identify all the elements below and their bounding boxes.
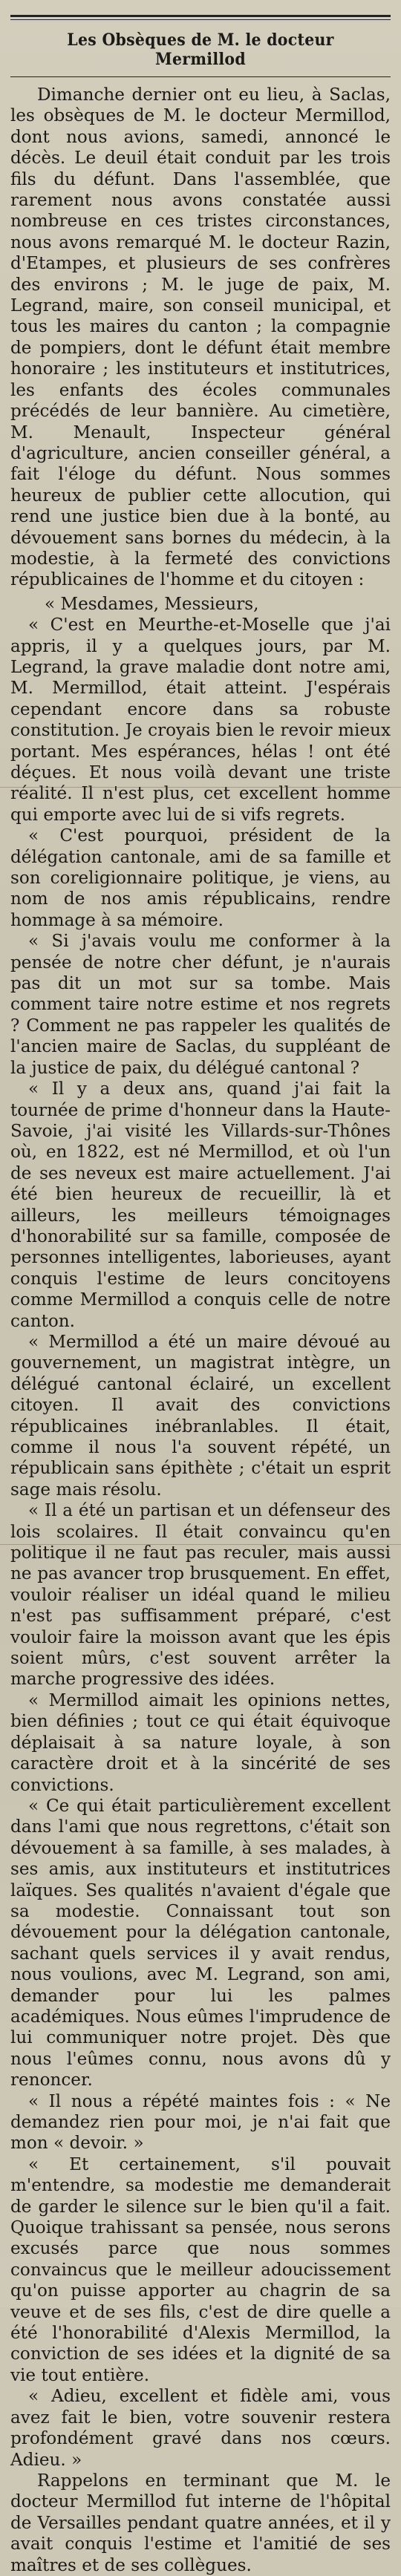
- top-rule: [10, 15, 391, 17]
- paragraph: « Et certainement, s'il pouvait m'entendre, sa modestie me demanderait de garder le silence sur le bien qu'il a fait. Quoique trahissant sa pensée, nous serons excusés parce que nous sommes convaincus que le meilleur adoucissement qu'on puisse apporter au chagrin de sa veuve et de ses fils, c'est de dire quelle a été l'honorabilité d'Alexis Mermillod, la conviction de ses idées et la dignité de sa vie tout entière.: [10, 2154, 391, 2385]
- article-body: [10, 85, 391, 2576]
- paragraph: « Il a été un partisan et un défenseur des lois scolaires. Il était convaincu qu'en politique il ne faut pas reculer, mais aussi ne pas avancer trop brusquement. En effet, vouloir réaliser un idéal quand le milieu n'est pas suffisamment préparé, c'est vouloir faire la moisson avant que les épis soient mûrs, c'est souvent arrêter la marche progressive des idées.: [10, 1501, 391, 1690]
- paragraph-salutation: « Mesdames, Messieurs,: [45, 594, 259, 614]
- paragraph: « Il y a deux ans, quand j'ai fait la tournée de prime d'honneur dans la Haute-Savoie, j'ai visité les Villards-sur-Thônes où, en 1822, est né Mermillod, et où l'un de ses neveux est maire actuellement. J'ai été bien heureux de recueillir, là et ailleurs, les meilleurs témoignages d'honorabilité sur sa famille, composée de personnes intelligentes, laborieuses, ayant conquis l'estime de leurs concitoyens comme Mermillod a conquis celle de notre canton.: [10, 1079, 391, 1331]
- paragraph-closing: Rappelons en terminant que M. le docteur Mermillod fut interne de l'hôpital de Versailles pendant quatre années, et il y avait conquis l'estime et l'amitié de ses maîtres et de ses collègues.: [10, 2471, 391, 2575]
- paragraph: « Mermillod aimait les opinions nettes, bien définies ; tout ce qui était équivoque déplaisait à sa nature loyale, à son caractère droit et à la sincérité de ses convictions.: [10, 1690, 391, 1795]
- paragraph: « Ce qui était particulièrement excellent dans l'ami que nous regrettons, c'était son dévouement à sa famille, à ses malades, à ses amis, aux instituteurs et institutrices laïques. Ses qualités n'avaient d'égale que sa modestie. Connaissant tout son dévouement pour la délégation cantonale, sachant quels services il y avait rendus, nous voulions, avec M. Legrand, son ami, demander pour lui les palmes académiques. Nous eûmes l'imprudence de lui communiquer notre projet. Dès que nous l'eûmes connu, nous avons dû y renoncer.: [10, 1796, 391, 2090]
- title-underline: [10, 76, 391, 77]
- paper-fold-line: [0, 1544, 401, 1545]
- paragraph: « Il nous a répété maintes fois : « Ne demandez rien pour moi, je n'ai fait que mon « devoir. »: [10, 2091, 391, 2154]
- paragraph: « C'est en Meurthe-et-Moselle que j'ai appris, il y a quelques jours, par M. Legrand, la grave maladie dont notre ami, M. Mermillod, était atteint. J'espérais cependant encore dans sa robuste constitution. Je croyais bien le revoir mieux portant. Mes espérances, hélas ! ont été déçues. Et nous voilà devant une triste réalité. Il n'est plus, cet excellent homme qui emporte avec lui de si vifs regrets.: [10, 615, 391, 825]
- paragraph: « Si j'avais voulu me conformer à la pensée de notre cher défunt, je n'aurais pas dit un mot sur sa tombe. Mais comment taire notre estime et nos regrets ? Comment ne pas rappeler les qualités de l'ancien maire de Saclas, du suppléant de la justice de paix, du délégué cantonal ?: [10, 932, 391, 1078]
- paragraph: « C'est pourquoi, président de la délégation cantonale, ami de sa famille et son coreligionnaire politique, je viens, au nom de nos amis républicains, rendre hommage à sa mémoire.: [10, 826, 391, 930]
- paragraph-farewell: « Adieu, excellent et fidèle ami, vous avez fait le bien, votre souvenir restera profondément gravé dans nos cœurs. Adieu. »: [10, 2387, 391, 2470]
- article-title: Les Obsèques de M. le docteur Mermillod: [67, 30, 334, 69]
- paragraph-intro: Dimanche dernier ont eu lieu, à Saclas, les obsèques de M. le docteur Mermillod, dont nous avions, samedi, annoncé le décès. Le deuil était conduit par les trois fils du défunt. Dans l'assemblée, que rarement nous avons constatée aussi nombreuse en ces tristes circonstances, nous avons remarqué M. le docteur Razin, d'Etampes, et plusieurs de ses confrères des environs ; M. le juge de paix, M. Legrand, maire, son conseil municipal, et tous les maires du canton ; la compagnie de pompiers, dont le défunt était membre honoraire ; les instituteurs et institutrices, les enfants des écoles communales précédés de leur bannière. Au cimetière, M. Menault, Inspecteur général d'agriculture, ancien conseiller général, a fait l'éloge du défunt. Nous sommes heureux de publier cette allocution, qui rend une justice bien due à la bonté, au dévouement sans bornes du médecin, à la modestie, à la fermeté des convictions républicaines de l'homme et du citoyen :: [10, 85, 391, 590]
- paragraph: « Mermillod a été un maire dévoué au gouvernement, un magistrat intègre, un délégué cantonal éclairé, un excellent citoyen. Il avait des convictions républicaines inébranlables. Il était, comme il nous l'a souvent répété, un républicain sans épithète ; c'était un esprit sage mais résolu.: [10, 1332, 391, 1500]
- paper-fold-line: [0, 787, 401, 788]
